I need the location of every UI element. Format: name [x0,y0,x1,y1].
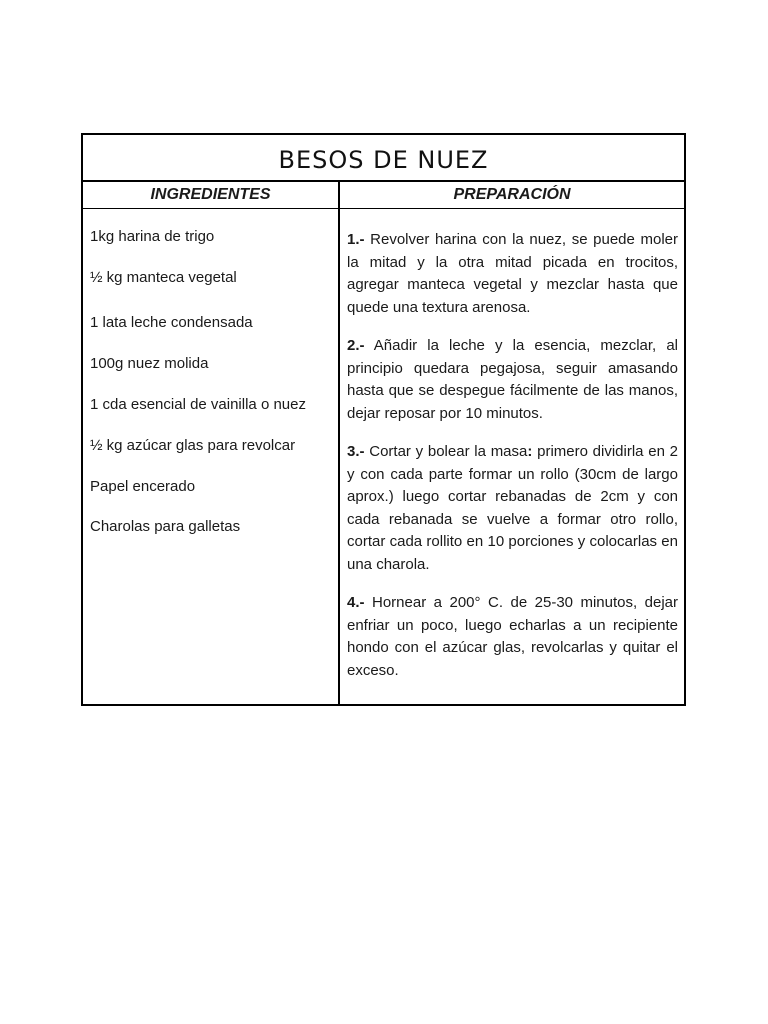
recipe-table [81,133,686,706]
preparation-steps [340,209,684,704]
step-number: 2.- [347,337,365,354]
step-3 [347,441,678,576]
header-row [83,182,684,209]
ingredients-header: INGREDIENTES [83,182,340,208]
ingredients-list [83,209,340,704]
step-text-lead: Cortar y bolear la masa [369,443,528,460]
step-text: Hornear a 200° C. de 25-30 minutos, dejar enfriar un poco, luego echarlas a un recipiente hondo con el azúcar glas, revolcarlas y quitar el exceso. [347,594,678,679]
ingredient-item: ½ kg manteca vegetal [90,269,237,286]
ingredient-item: 100g nuez molida [90,355,209,372]
step-text: primero dividirla en 2 y con cada parte formar un rollo (30cm de largo aprox.) luego cortar rebanadas de 2cm y con cada rebanada se vuelve a formar otro rollo, cortar cada rollito en 10 porciones y colocarlas en una charola. [347,443,679,573]
preparation-header: PREPARACIÓN [453,186,571,203]
title-row [83,135,684,182]
step-colon: : [527,443,533,460]
step-2 [347,335,678,425]
ingredient-item: Papel encerado [90,478,196,495]
step-4 [347,592,678,682]
ingredient-item: Charolas para galletas [90,518,241,535]
ingredient-item: 1 cda esencial de vainilla o nuez [90,396,306,413]
step-number: 1.- [347,231,365,248]
step-text: Revolver harina con la nuez, se puede moler la mitad y la otra mitad picada en trocitos, agregar manteca vegetal y mezclar hasta que quede una textura arenosa. [347,231,678,316]
ingredient-item: ½ kg azúcar glas para revolcar [90,437,296,454]
step-text: Añadir la leche y la esencia, mezclar, al principio quedara pegajosa, seguir amasando hasta que se despegue fácilmente de las manos, dejar reposar por 10 minutos. [347,337,678,422]
body-row [83,209,684,704]
step-number: 3.- [347,443,365,460]
step-1 [347,229,678,319]
step-number: 4.- [347,594,365,611]
recipe-title: BESOS DE NUEZ [278,145,489,174]
ingredient-item: 1kg harina de trigo [90,228,215,245]
ingredient-item: 1 lata leche condensada [90,314,253,331]
